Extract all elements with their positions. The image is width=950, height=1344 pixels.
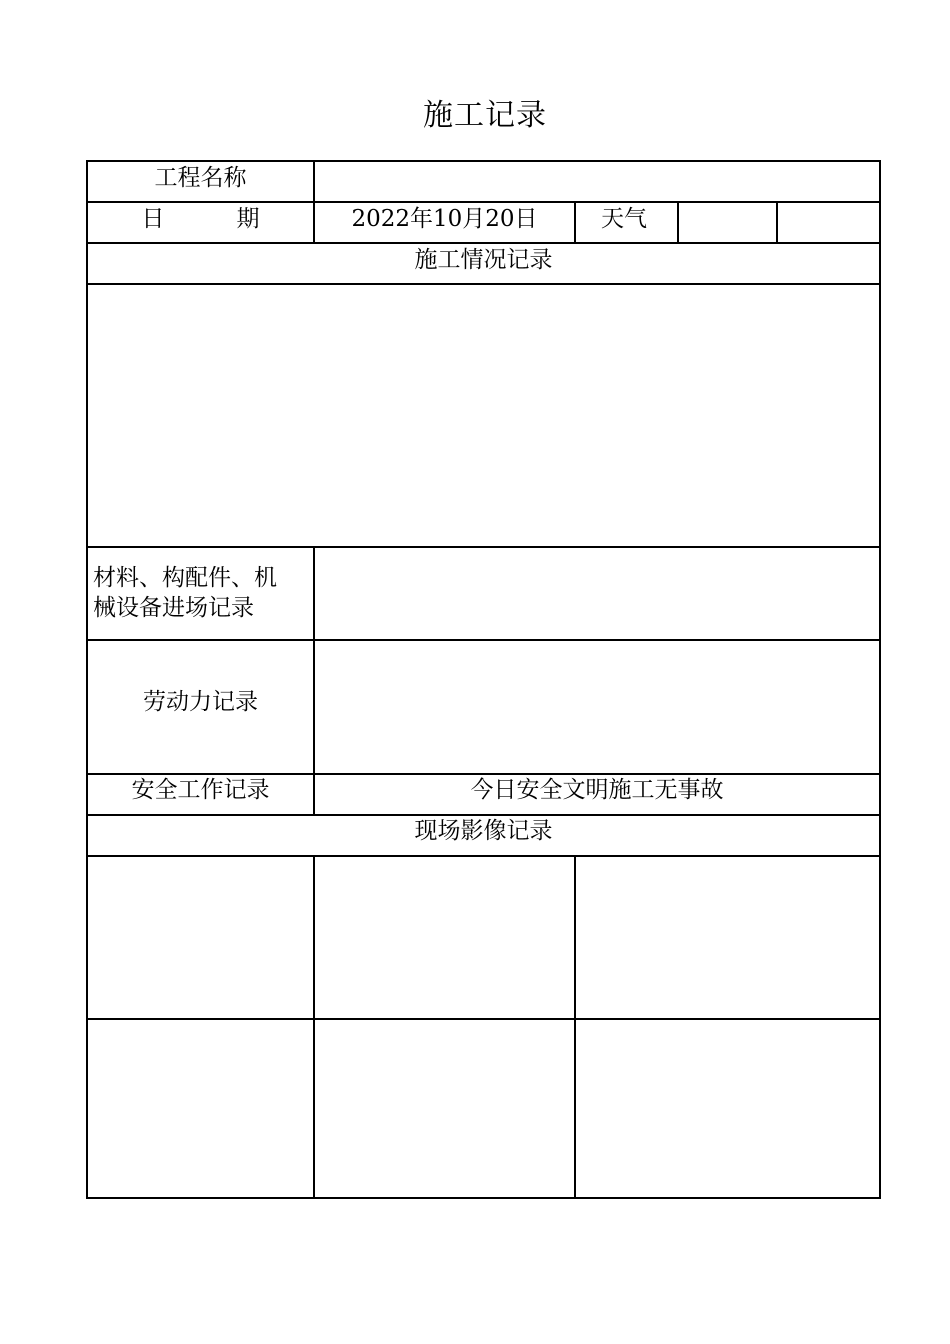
photo-cell[interactable] [576, 1020, 879, 1197]
weather-extra-field[interactable] [778, 203, 879, 242]
document-title: 施工记录 [423, 98, 547, 133]
safety-field[interactable]: 今日安全文明施工无事故 [470, 777, 724, 803]
photo-cell[interactable] [88, 857, 313, 1018]
date-label [88, 203, 313, 235]
construction-section-header: 施工情况记录 [414, 247, 553, 273]
materials-label-line2: 械设备进场记录 [93, 595, 254, 621]
photo-cell[interactable] [88, 1020, 313, 1197]
date-field[interactable]: 2022年10月20日 [351, 206, 538, 232]
photo-cell[interactable] [576, 857, 879, 1018]
photo-section-header: 现场影像记录 [414, 818, 553, 844]
date-label-left: 日 [141, 206, 165, 232]
safety-label: 安全工作记录 [131, 777, 270, 803]
weather-field[interactable] [679, 203, 776, 242]
date-label-right: 期 [236, 206, 260, 232]
project-name-field[interactable] [315, 162, 879, 201]
project-name-label: 工程名称 [154, 165, 247, 191]
photo-cell[interactable] [315, 857, 574, 1018]
construction-content-area[interactable] [88, 285, 879, 546]
labor-label: 劳动力记录 [143, 689, 258, 715]
materials-field[interactable] [315, 548, 879, 639]
labor-field[interactable] [315, 641, 879, 773]
materials-label [88, 548, 313, 638]
photo-cell[interactable] [315, 1020, 574, 1197]
weather-label: 天气 [601, 206, 647, 232]
materials-label-line1: 材料、构配件、机 [93, 565, 277, 591]
